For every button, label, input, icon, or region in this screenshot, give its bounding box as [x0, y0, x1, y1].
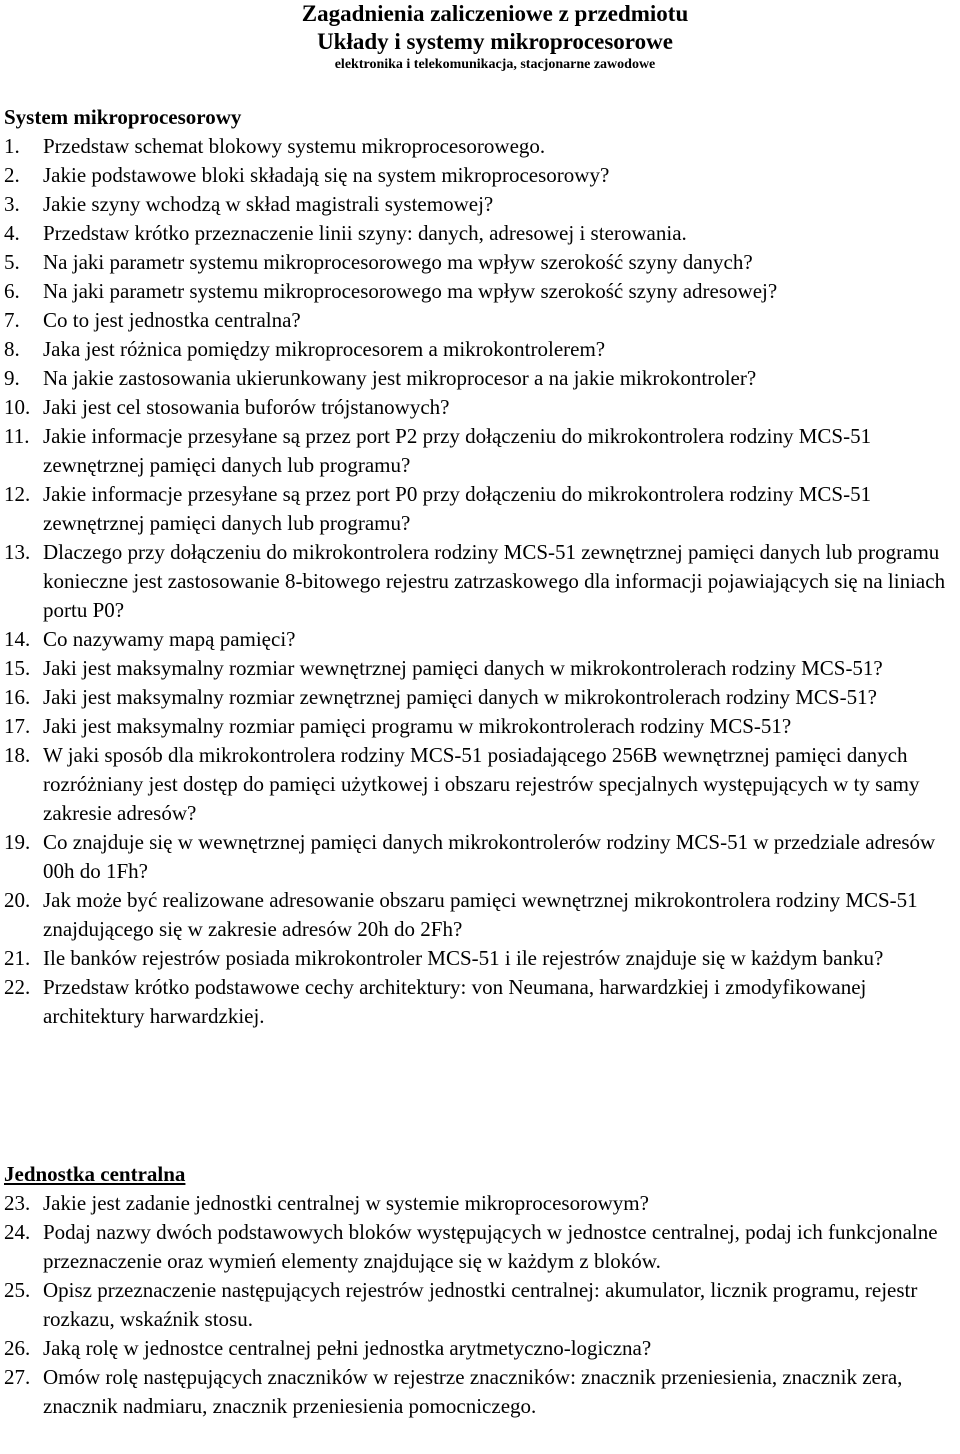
question-text: Jakie informacje przesyłane są przez port P0 przy dołączeniu do mikrokontrolera rodziny MCS-51 zewnętrznej pamięci danych lub programu?	[43, 482, 872, 535]
question-item	[4, 886, 956, 944]
question-number: 22.	[4, 975, 31, 999]
question-number: 15.	[4, 656, 31, 680]
question-text: Jakie informacje przesyłane są przez port P2 przy dołączeniu do mikrokontrolera rodziny MCS-51 zewnętrznej pamięci danych lub programu?	[43, 424, 872, 477]
question-text: Na jaki parametr systemu mikroprocesorowego ma wpływ szerokość szyny danych?	[43, 250, 753, 274]
question-number: 13.	[4, 540, 31, 564]
question-item	[4, 219, 956, 248]
question-text: Jaki jest maksymalny rozmiar pamięci programu w mikrokontrolerach rodziny MCS-51?	[43, 714, 792, 738]
question-text: Co to jest jednostka centralna?	[43, 308, 301, 332]
question-text: Przedstaw krótko podstawowe cechy architektury: von Neumana, harwardzkiej i zmodyfikowanej architektury harwardzkiej.	[43, 975, 867, 1028]
question-item	[4, 944, 956, 973]
question-item	[4, 1334, 956, 1363]
question-number: 4.	[4, 221, 20, 245]
question-number: 11.	[4, 424, 30, 448]
question-text: Jaką rolę w jednostce centralnej pełni jednostka arytmetyczno-logiczna?	[43, 1336, 652, 1360]
question-number: 27.	[4, 1365, 31, 1389]
question-text: Ile banków rejestrów posiada mikrokontroler MCS-51 i ile rejestrów znajduje się w każdym banku?	[43, 946, 884, 970]
section-system-mikroprocesorowy	[4, 103, 956, 1031]
question-text: Jaki jest maksymalny rozmiar wewnętrznej pamięci danych w mikrokontrolerach rodziny MCS-51?	[43, 656, 883, 680]
question-item	[4, 1189, 956, 1218]
question-item	[4, 364, 956, 393]
question-number: 12.	[4, 482, 31, 506]
question-number: 9.	[4, 366, 20, 390]
study-program: elektronika i telekomunikacja, stacjonarne zawodowe	[334, 57, 656, 72]
section-heading: System mikroprocesorowy	[4, 105, 242, 129]
question-number: 7.	[4, 308, 20, 332]
question-text: Przedstaw schemat blokowy systemu mikroprocesorowego.	[43, 134, 546, 158]
question-text: Jakie szyny wchodzą w skład magistrali systemowej?	[43, 192, 494, 216]
question-number: 2.	[4, 163, 20, 187]
question-item	[4, 306, 956, 335]
question-text: Co nazywamy mapą pamięci?	[43, 627, 296, 651]
question-item	[4, 1363, 956, 1421]
question-item	[4, 132, 956, 161]
question-item	[4, 277, 956, 306]
question-text: Jakie jest zadanie jednostki centralnej w systemie mikroprocesorowym?	[43, 1191, 649, 1215]
question-number: 8.	[4, 337, 20, 361]
question-number: 24.	[4, 1220, 31, 1244]
question-item	[4, 1276, 956, 1334]
question-number: 21.	[4, 946, 31, 970]
question-item	[4, 335, 956, 364]
question-number: 10.	[4, 395, 31, 419]
question-text: Na jaki parametr systemu mikroprocesorowego ma wpływ szerokość szyny adresowej?	[43, 279, 778, 303]
question-text: Podaj nazwy dwóch podstawowych bloków występujących w jednostce centralnej, podaj ich funkcjonalne przeznaczenie oraz wymień elementy znajdujące się w każdym z bloków.	[43, 1220, 938, 1273]
question-number: 3.	[4, 192, 20, 216]
question-text: Dlaczego przy dołączeniu do mikrokontrolera rodziny MCS-51 zewnętrznej pamięci danych lub programu konieczne jest zastosowanie 8-bitowego rejestru zatrzaskowego dla informacji pojawiających się na liniach portu P0?	[43, 540, 946, 622]
question-number: 1.	[4, 134, 20, 158]
question-text: Omów rolę następujących znaczników w rejestrze znaczników: znacznik przeniesienia, znacznik zera, znacznik nadmiaru, znacznik przeniesienia pomocniczego.	[43, 1365, 903, 1418]
question-text: Jaka jest różnica pomiędzy mikroprocesorem a mikrokontrolerem?	[43, 337, 606, 361]
question-item	[4, 161, 956, 190]
question-item	[4, 190, 956, 219]
question-text: Jaki jest cel stosowania buforów trójstanowych?	[43, 395, 450, 419]
question-number: 18.	[4, 743, 31, 767]
question-item	[4, 973, 956, 1031]
question-item	[4, 683, 956, 712]
question-list	[4, 1189, 956, 1421]
question-text: Jak może być realizowane adresowanie obszaru pamięci wewnętrznej mikrokontrolera rodziny MCS-51 znajdującego się w zakresie adresów 20h do 2Fh?	[43, 888, 918, 941]
question-item	[4, 712, 956, 741]
question-item	[4, 625, 956, 654]
question-number: 20.	[4, 888, 31, 912]
question-text: Co znajduje się w wewnętrznej pamięci danych mikrokontrolerów rodziny MCS-51 w przedziale adresów 00h do 1Fh?	[43, 830, 936, 883]
question-item	[4, 538, 956, 625]
question-text: Jaki jest maksymalny rozmiar zewnętrznej pamięci danych w mikrokontrolerach rodziny MCS-51?	[43, 685, 877, 709]
question-number: 16.	[4, 685, 31, 709]
subject-name: Układy i systemy mikroprocesorowe	[317, 29, 673, 54]
question-number: 19.	[4, 830, 31, 854]
question-number: 26.	[4, 1336, 31, 1360]
question-item	[4, 828, 956, 886]
question-text: Na jakie zastosowania ukierunkowany jest mikroprocesor a na jakie mikrokontroler?	[43, 366, 757, 390]
question-number: 25.	[4, 1278, 31, 1302]
section-heading: Jednostka centralna	[4, 1162, 186, 1186]
question-item	[4, 422, 956, 480]
question-number: 17.	[4, 714, 31, 738]
question-text: Opisz przeznaczenie następujących rejestrów jednostki centralnej: akumulator, licznik programu, rejestr rozkazu, wskaźnik stosu.	[43, 1278, 918, 1331]
document-title: Zagadnienia zaliczeniowe z przedmiotu	[301, 1, 689, 26]
question-item	[4, 654, 956, 683]
question-item	[4, 1218, 956, 1276]
question-number: 14.	[4, 627, 31, 651]
question-list	[4, 132, 956, 1031]
question-text: Przedstaw krótko przeznaczenie linii szyny: danych, adresowej i sterowania.	[43, 221, 687, 245]
question-item	[4, 393, 956, 422]
question-text: W jaki sposób dla mikrokontrolera rodziny MCS-51 posiadającego 256B wewnętrznej pamięci danych rozróżniany jest dostęp do pamięci użytkowej i obszaru rejestrów specjalnych występujących w ty samy zakresie adresów?	[43, 743, 920, 825]
question-number: 6.	[4, 279, 20, 303]
question-number: 5.	[4, 250, 20, 274]
question-item	[4, 248, 956, 277]
question-item	[4, 480, 956, 538]
question-text: Jakie podstawowe bloki składają się na system mikroprocesorowy?	[43, 163, 610, 187]
question-number: 23.	[4, 1191, 31, 1215]
question-item	[4, 741, 956, 828]
document-header	[15, 0, 960, 74]
section-jednostka-centralna	[4, 1160, 956, 1421]
